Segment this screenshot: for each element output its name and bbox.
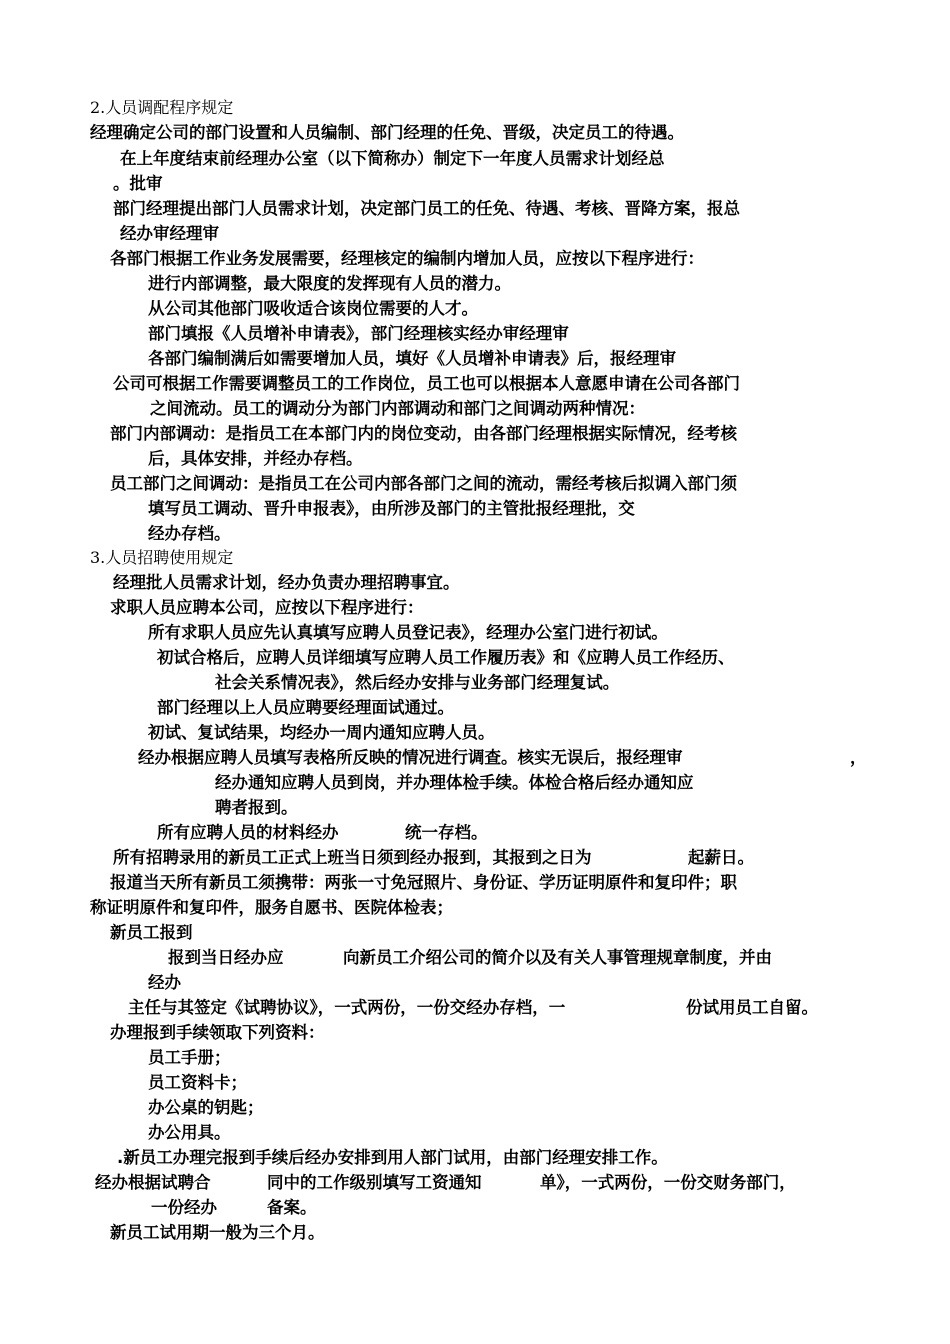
- text-line: 起薪日。: [688, 848, 754, 867]
- text-line: 初试合格后，应聘人员详细填写应聘人员工作履历表》和《应聘人员工作经历、: [157, 648, 735, 667]
- text-line: 之间流动。员工的调动分为部门内部调动和部门之间调动两种情况：: [150, 399, 645, 418]
- text-line: 经办根据应聘人员填写表格所反映的情况进行调查。核实无误后，报经理审: [138, 748, 683, 767]
- text-line: 经理批人员需求计划，经办负责办理招聘事宜。: [113, 573, 460, 592]
- text-line: 报道当天所有新员工须携带：两张一寸免冠照片、身份证、学历证明原件和复印件；职: [110, 873, 737, 892]
- text-line: 部门填报《人员增补申请表》，部门经理核实经办审经理审: [148, 324, 569, 343]
- text-line: 填写员工调动、晋升申报表》，由所涉及部门的主管批报经理批，交: [148, 499, 635, 518]
- text-line: 一份经办: [151, 1198, 217, 1217]
- text-line: 部门经理提出部门人员需求计划，决定部门员工的任免、待遇、考核、晋降方案，报总: [113, 199, 740, 218]
- text-line: 新员工试用期一般为三个月。: [110, 1223, 325, 1242]
- text-line: 进行内部调整，最大限度的发挥现有人员的潜力。: [148, 274, 511, 293]
- list-item: 员工手册；: [148, 1048, 231, 1067]
- text-line: 统一存档。: [405, 823, 488, 842]
- text-line: 经理确定公司的部门设置和人员编制、部门经理的任免、晋级，决定员工的待遇。: [90, 123, 684, 142]
- text-line: 经办存档。: [148, 524, 231, 543]
- text-line: 各部门根据工作业务发展需要，经理核定的编制内增加人员，应按以下程序进行：: [110, 249, 704, 268]
- text-line: 报到当日经办应: [168, 948, 284, 967]
- text-line: 在上年度结束前经理办公室（以下简称办）制定下一年度人员需求计划经总: [120, 149, 665, 168]
- text-line: 单》，一式两份，一份交财务部门，: [540, 1173, 796, 1192]
- text-line: 从公司其他部门吸收适合该岗位需要的人才。: [148, 299, 478, 318]
- text-line: 各部门编制满后如需要增加人员，填好《人员增补申请表》后，报经理审: [148, 349, 676, 368]
- text-line: 所有应聘人员的材料经办: [157, 823, 339, 842]
- section-heading-deployment: 2.人员调配程序规定: [90, 98, 234, 117]
- list-item: 办公桌的钥匙；: [148, 1098, 264, 1117]
- text-line: 称证明原件和复印件，服务自愿书、医院体检表；: [90, 898, 453, 917]
- text-line: 办理报到手续领取下列资料：: [110, 1023, 325, 1042]
- text-line: 经办根据试聘合: [95, 1173, 211, 1192]
- text-line: 同中的工作级别填写工资通知: [267, 1173, 482, 1192]
- text-line: 部门经理以上人员应聘要经理面试通过。: [157, 698, 454, 717]
- text-line: 向新员工介绍公司的简介以及有关人事管理规章制度，并由: [343, 948, 772, 967]
- text-line: 部门内部调动：是指员工在本部门内的岗位变动，由各部门经理根据实际情况，经考核: [110, 424, 737, 443]
- text-line: 社会关系情况表》，然后经办安排与业务部门经理复试。: [215, 673, 620, 692]
- text-line: 经办通知应聘人员到岗，并办理体检手续。体检合格后经办通知应: [215, 773, 694, 792]
- text-line: 备案。: [267, 1198, 317, 1217]
- list-item: 员工资料卡；: [148, 1073, 247, 1092]
- text-line: 所有求职人员应先认真填写应聘人员登记表》，经理办公室门进行初试。: [148, 623, 668, 642]
- text-line: 份试用员工自留。: [686, 998, 818, 1017]
- text-line: 经办: [148, 973, 181, 992]
- text-line: 后，具体安排，并经办存档。: [148, 449, 363, 468]
- text-line: 所有招聘录用的新员工正式上班当日须到经办报到，其报到之日为: [113, 848, 592, 867]
- text-line: 。批审: [113, 174, 163, 193]
- text-line: .新员工办理完报到手续后经办安排到用人部门试用，由部门经理安排工作。: [117, 1148, 668, 1167]
- text-line: ，: [850, 748, 867, 767]
- text-line: 主任与其签定《试聘协议》，一式两份，一份交经办存档，一: [128, 998, 566, 1017]
- text-line: 员工部门之间调动：是指员工在公司内部各部门之间的流动，需经考核后拟调入部门须: [110, 474, 737, 493]
- list-item: 办公用具。: [148, 1123, 231, 1142]
- text-line: 新员工报到: [110, 923, 193, 942]
- text-line: 公司可根据工作需要调整员工的工作岗位，员工也可以根据本人意愿申请在公司各部门: [113, 374, 740, 393]
- text-line: 经办审经理审: [120, 224, 219, 243]
- text-line: 聘者报到。: [215, 798, 298, 817]
- text-line: 初试、复试结果，均经办一周内通知应聘人员。: [148, 723, 495, 742]
- text-line: 求职人员应聘本公司，应按以下程序进行：: [110, 598, 424, 617]
- section-heading-recruitment: 3.人员招聘使用规定: [90, 548, 234, 567]
